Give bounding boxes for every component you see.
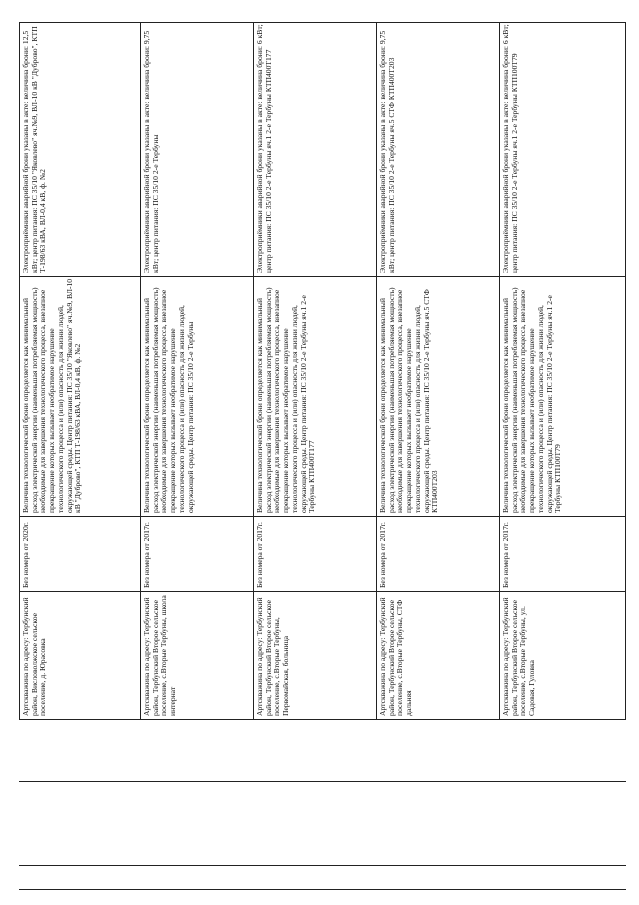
cell-location-text: Артскважина по адресу: Тербунский район, Висловолжское сельское поселение, д. Юрасовка [21, 597, 48, 716]
cell-technological-reserve-text: Величина технологической брони определяется как минимальный расход электрической энергии (наименьшая потребляемая мощность) необходимые для завершения технологического процесса, внезапное прекращение которых вызывает необратимое нарушение технологического процесса и (или) опасность для жизни людей, окружающей среды. Центр питания: ПС 35/10 2-е Тербуны яч.1 2-е Тербуны КТП400Т177 [255, 287, 317, 513]
cell-location [499, 591, 625, 719]
cell-technological-reserve [140, 276, 253, 516]
cell-document-number-text: Без номера от 2017г. [378, 522, 387, 588]
cell-location-text: Артскважина по адресу: Тербунский район, Тербунский Второе сельское поселение, с.Вторые Тербуны, ул. Садовая, Гуловка [501, 597, 537, 716]
cell-technological-reserve-text: Величина технологической брони определяется как минимальный расход электрической энергии (наименьшая потребляемая мощность) необходимые для завершения технологического процесса, внезапное прекращение которых вызывает необратимое нарушение технологического процесса и (или) опасность для жизни людей, окружающей среды. Центр питания: ПС 35/10 "Яковлево" яч.№9, ВЛ-10 кВ "Дуброво", КТП Т-198/63 кВА, ВЛ-0,4 кВ, ф. №2 [21, 278, 83, 513]
cell-document-number-text: Без номера от 2017г. [142, 522, 151, 588]
cell-document-number [376, 516, 499, 591]
cell-emergency-reserve [140, 22, 253, 276]
cell-location [19, 591, 140, 719]
cell-technological-reserve [499, 276, 625, 516]
cell-emergency-reserve-text: Электроприёмники аварийной брони указаны в акте: величина брони: 12,5 кВт; центр питания: ПС 35/10 "Яковлево" яч.№9, ВЛ-10 кВ "Дуброво", КТП Т-198/63 кВА, ВЛ-0,4 кВ, ф. №2 [21, 26, 48, 273]
cell-emergency-reserve [376, 22, 499, 276]
cell-emergency-reserve [19, 22, 140, 276]
cell-document-number [253, 516, 376, 591]
cell-emergency-reserve [253, 22, 376, 276]
cell-location [140, 591, 253, 719]
cell-document-number [140, 516, 253, 591]
cell-location-text: Артскважина по адресу: Тербунский район, Тербунский Второе сельское поселение, с.Вторые Тербуны, СТФ дальняя [378, 597, 414, 716]
cell-technological-reserve-text: Величина технологической брони определяется как минимальный расход электрической энергии (наименьшая потребляемая мощность) необходимые для завершения технологического процесса, внезапное прекращение которых вызывает необратимое нарушение технологического процесса и (или) опасность для жизни людей, окружающей среды. Центр питания: ПС 35/10 2-е Тербуны яч.1 2-е Тербуны КТП100Т79 [501, 287, 563, 513]
cell-technological-reserve [253, 276, 376, 516]
cell-location-text: Артскважина по адресу: Тербунский район, Тербунский Второе сельское поселение, с.Вторые Тербуны, Первомайская, больница [255, 597, 291, 716]
cell-location [376, 591, 499, 719]
cell-technological-reserve-text: Величина технологической брони определяется как минимальный расход электрической энергии (наименьшая потребляемая мощность) необходимые для завершения технологического процесса, внезапное прекращение которых вызывает необратимое нарушение технологического процесса и (или) опасность для жизни людей, окружающей среды. Центр питания: ПС 35/10 2-е Тербуны [142, 287, 195, 513]
cell-location [253, 591, 376, 719]
cell-emergency-reserve-text: Электроприёмники аварийной брони указаны в акте: величина брони: 9,75 кВт; центр питания: ПС 35/10 2-е Тербуны яч.5 СТФ КТП400Т203 [378, 30, 396, 273]
cell-document-number [499, 516, 625, 591]
cell-location-text: Артскважина по адресу: Тербунский район, Тербунский Второе сельское поселение, с.Вторые Тербуны, школа интернат [142, 595, 178, 716]
cell-technological-reserve [19, 276, 140, 516]
cell-document-number-text: Без номера от 2017г. [501, 522, 510, 588]
cell-document-number [19, 516, 140, 591]
cell-document-number-text: Без номера от 2017г. [255, 522, 264, 588]
cell-emergency-reserve [499, 22, 625, 276]
cell-technological-reserve-text: Величина технологической брони определяется как минимальный расход электрической энергии (наименьшая потребляемая мощность) необходимые для завершения технологического процесса, внезапное прекращение которых вызывает необратимое нарушение технологического процесса и (или) опасность для жизни людей, окружающей среды. Центр питания: ПС 35/10 2-е Тербуны яч.5 СТФ КТП400Т203 [378, 287, 440, 513]
cell-technological-reserve [376, 276, 499, 516]
cell-emergency-reserve-text: Электроприёмники аварийной брони указаны в акте: величина брони: 6 кВт; центр питания: ПС 35/10 2-е Тербуны яч.1 2-е Тербуны КТП100Т79 [501, 24, 519, 273]
cell-emergency-reserve-text: Электроприёмники аварийной брони указаны в акте: величина брони: 6 кВт; центр питания: ПС 35/10 2-е Тербуны яч.1 2-е Тербуны КТП400Т177 [255, 24, 273, 273]
cell-emergency-reserve-text: Электроприёмники аварийной брони указаны в акте: величина брони: 9,75 кВт; центр питания: ПС 35/10 2-е Тербуны [142, 30, 160, 273]
cell-document-number-text: Без номера от 2020г. [21, 522, 30, 588]
